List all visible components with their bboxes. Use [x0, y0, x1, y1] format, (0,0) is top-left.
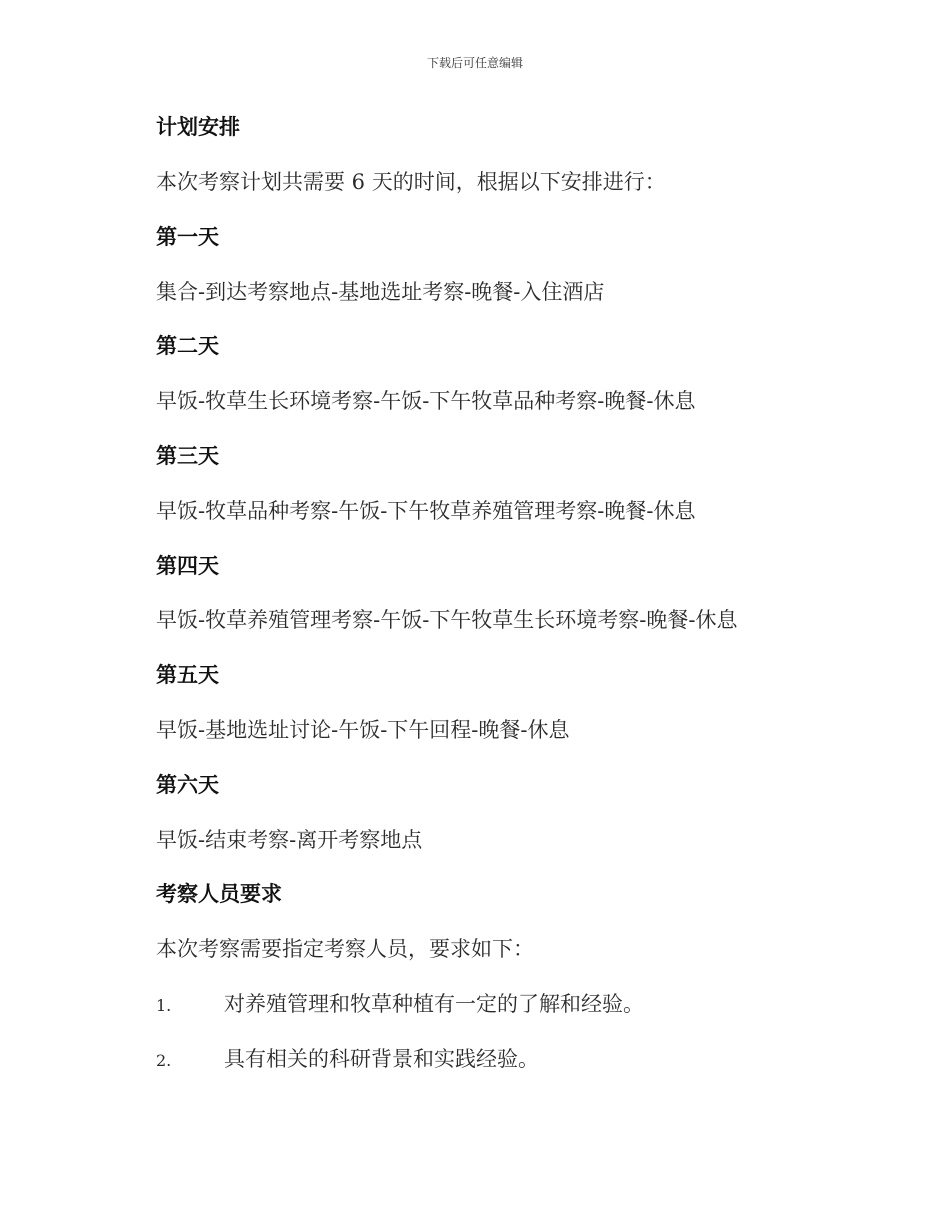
plan-intro: 本次考察计划共需要 6 天的时间，根据以下安排进行： — [156, 170, 666, 194]
staff-intro: 本次考察需要指定考察人员，要求如下： — [156, 937, 534, 961]
requirement-number: 1. — [156, 996, 172, 1015]
staff-heading: 考察人员要求 — [156, 882, 282, 906]
requirement-item — [156, 1046, 539, 1074]
day-3-schedule: 早饭-牧草品种考察-午饭-下午牧草养殖管理考察-晚餐-休息 — [156, 499, 696, 523]
requirement-item — [156, 991, 644, 1019]
day-2-schedule: 早饭-牧草生长环境考察-午饭-下午牧草品种考察-晚餐-休息 — [156, 389, 696, 413]
day-4-schedule: 早饭-牧草养殖管理考察-午饭-下午牧草生长环境考察-晚餐-休息 — [156, 608, 738, 632]
day-1-title: 第一天 — [156, 225, 219, 249]
page-header-note: 下载后可任意编辑 — [426, 56, 523, 70]
day-5-title: 第五天 — [156, 663, 219, 687]
day-1-schedule: 集合-到达考察地点-基地选址考察-晚餐-入住酒店 — [156, 280, 605, 304]
requirement-text: 具有相关的科研背景和实践经验。 — [224, 1047, 539, 1071]
day-2-title: 第二天 — [156, 334, 219, 358]
requirement-text: 对养殖管理和牧草种植有一定的了解和经验。 — [224, 992, 644, 1016]
plan-heading: 计划安排 — [156, 115, 240, 139]
day-4-title: 第四天 — [156, 554, 219, 578]
day-5-schedule: 早饭-基地选址讨论-午饭-下午回程-晚餐-休息 — [156, 718, 570, 742]
day-6-schedule: 早饭-结束考察-离开考察地点 — [156, 828, 423, 852]
day-6-title: 第六天 — [156, 773, 219, 797]
day-3-title: 第三天 — [156, 444, 219, 468]
requirement-number: 2. — [156, 1051, 172, 1070]
